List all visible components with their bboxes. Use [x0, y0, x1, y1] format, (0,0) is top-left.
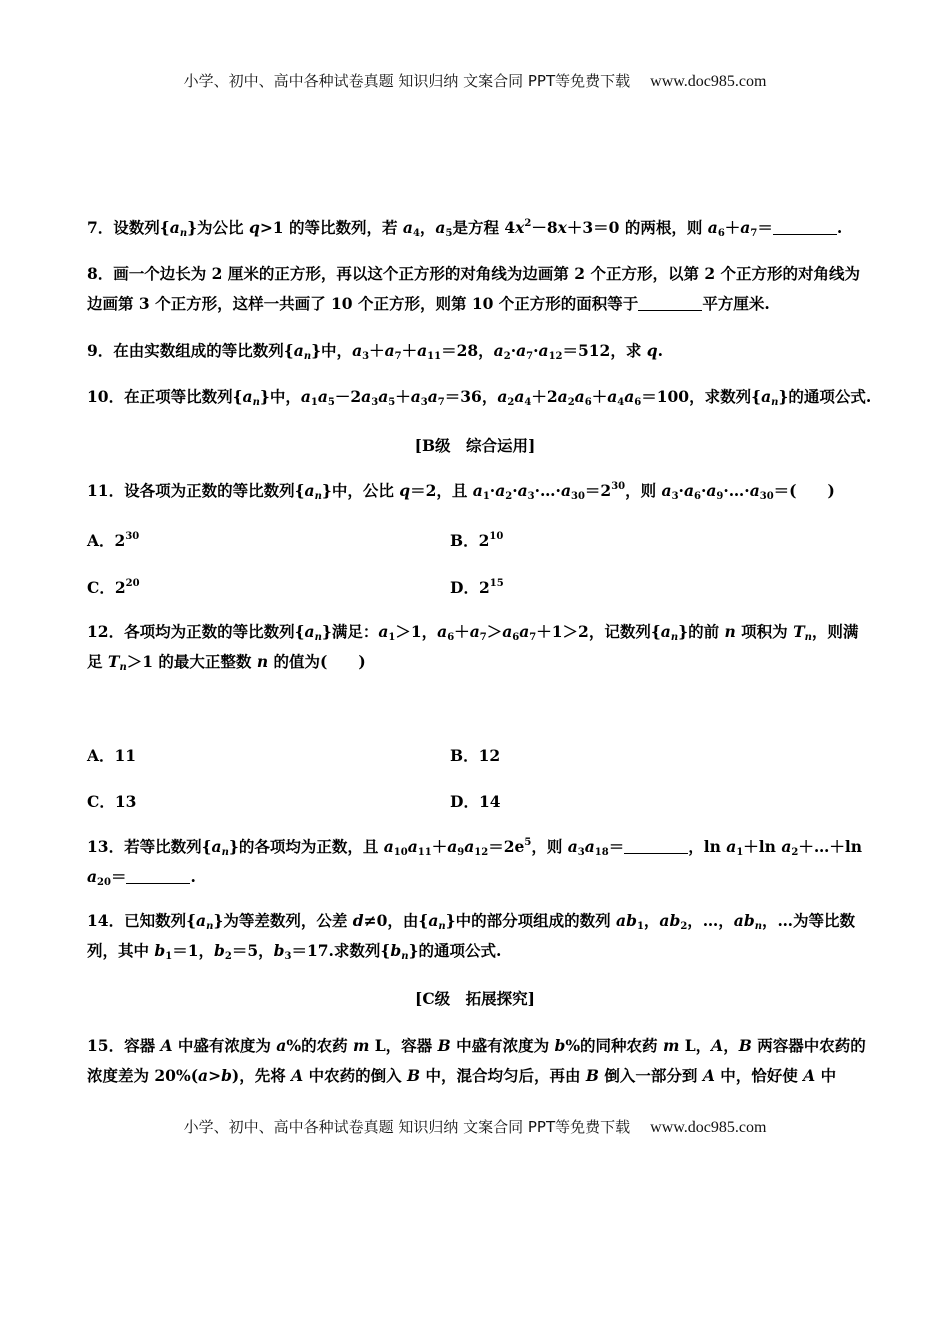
- q12-option-a[interactable]: A．11: [87, 746, 137, 765]
- answer-blank[interactable]: [773, 220, 837, 235]
- footer-text: 小学、初中、高中各种试卷真题 知识归纳 文案合同 PPT等免费下载: [183, 1118, 631, 1136]
- q11-option-c[interactable]: C．$2^{20}$: [87, 578, 140, 597]
- question-15: 15．容器 A 中盛有浓度为 a%的农药 m L，容器 B 中盛有浓度为 b%的同种农药 m L，A，B 两容器中农药的浓度差为 20%(a>b)，先将 A 中农药的倒入 B 中，混合均匀后，再由 B 倒入一部分到 A 中，恰好使 A 中: [87, 1036, 866, 1085]
- q12-option-c[interactable]: C．13: [87, 792, 137, 811]
- question-8: 8．画一个边长为 2 厘米的正方形，再以这个正方形的对角线为边画第 2 个正方形，以第 2 个正方形的对角线为边画第 3 个正方形，这样一共画了 10 个正方形，则第 10 个正方形的面积等于 平方厘米.: [87, 264, 861, 313]
- header-text: 小学、初中、高中各种试卷真题 知识归纳 文案合同 PPT等免费下载: [183, 72, 631, 90]
- q11-option-d[interactable]: D．$2^{15}$: [450, 578, 504, 597]
- page-header: [0, 70, 950, 91]
- answer-blank[interactable]: [638, 296, 702, 311]
- header-url[interactable]: www.doc985.com: [650, 73, 767, 90]
- page-footer: [0, 1116, 950, 1137]
- question-9: 9．在由实数组成的等比数列$\{a_n\}$中，$a_3+a_7+a_{11}=28$，$a_2\cdot a_7\cdot a_{12}=512$，求 q.: [87, 341, 663, 362]
- footer-url[interactable]: www.doc985.com: [650, 1119, 767, 1136]
- question-14: 14．已知数列$\{a_n\}$为等差数列，公差 d≠0，由$\{a_n\}$中的部分项组成的数列 $ab_1$，$ab_2$，…，$ab_n$，…为等比数列，其中 $b_1=1$，$b_2=5$，$b_3=17$.求数列$\{b_n\}$的通项公式.: [87, 911, 855, 962]
- section-c-heading: [C级 拓展探究]: [414, 989, 535, 1008]
- q12-option-d[interactable]: D．14: [450, 792, 501, 811]
- answer-blank[interactable]: [126, 869, 190, 884]
- question-7: 7．设数列$\{a_n\}$为公比 q>1 的等比数列，若 $a_4$，$a_5$是方程 $4x^2-8x+3=0$ 的两根，则 $a_6+a_7=$ .: [87, 218, 843, 239]
- question-13: 13．若等比数列$\{a_n\}$的各项均为正数，且 $a_{10}a_{11}+a_9a_{12}=2e^5$，则 $a_3a_{18}=$ ，$\ln a_1+\ln$ $a_2+\dots+\ln$ $a_{20}=$ .: [87, 837, 863, 888]
- q11-option-a[interactable]: A．$2^{30}$: [87, 531, 140, 550]
- q11-option-b[interactable]: B．$2^{10}$: [450, 531, 504, 550]
- q12-option-b[interactable]: B．12: [450, 746, 501, 765]
- answer-blank[interactable]: [624, 839, 688, 854]
- section-b-heading: [B级 综合运用]: [414, 436, 536, 455]
- question-11: 11．设各项为正数的等比数列$\{a_n\}$中，公比 q＝2，且 $a_1\cdot a_2\cdot a_3\cdot\dots\cdot a_{30}=2^{30}$，则 $a_3\cdot a_6\cdot a_9\cdot\dots\cdot a_{30}=$( ): [87, 481, 835, 502]
- question-12: 12．各项均为正数的等比数列$\{a_n\}$满足：$a_1>1$，$a_6+a_7>a_6a_7+1>2$，记数列$\{a_n\}$的前 n 项积为 $T_n$，则满足 $T_n>1$ 的最大正整数 n 的值为( ): [87, 622, 859, 673]
- question-10: 10．在正项等比数列$\{a_n\}$中，$a_1a_5-2a_3a_5+a_3a_7=36$，$a_2a_4+2a_2a_6+a_4a_6=100$，求数列$\{a_n\}$的通项公式.: [87, 387, 872, 408]
